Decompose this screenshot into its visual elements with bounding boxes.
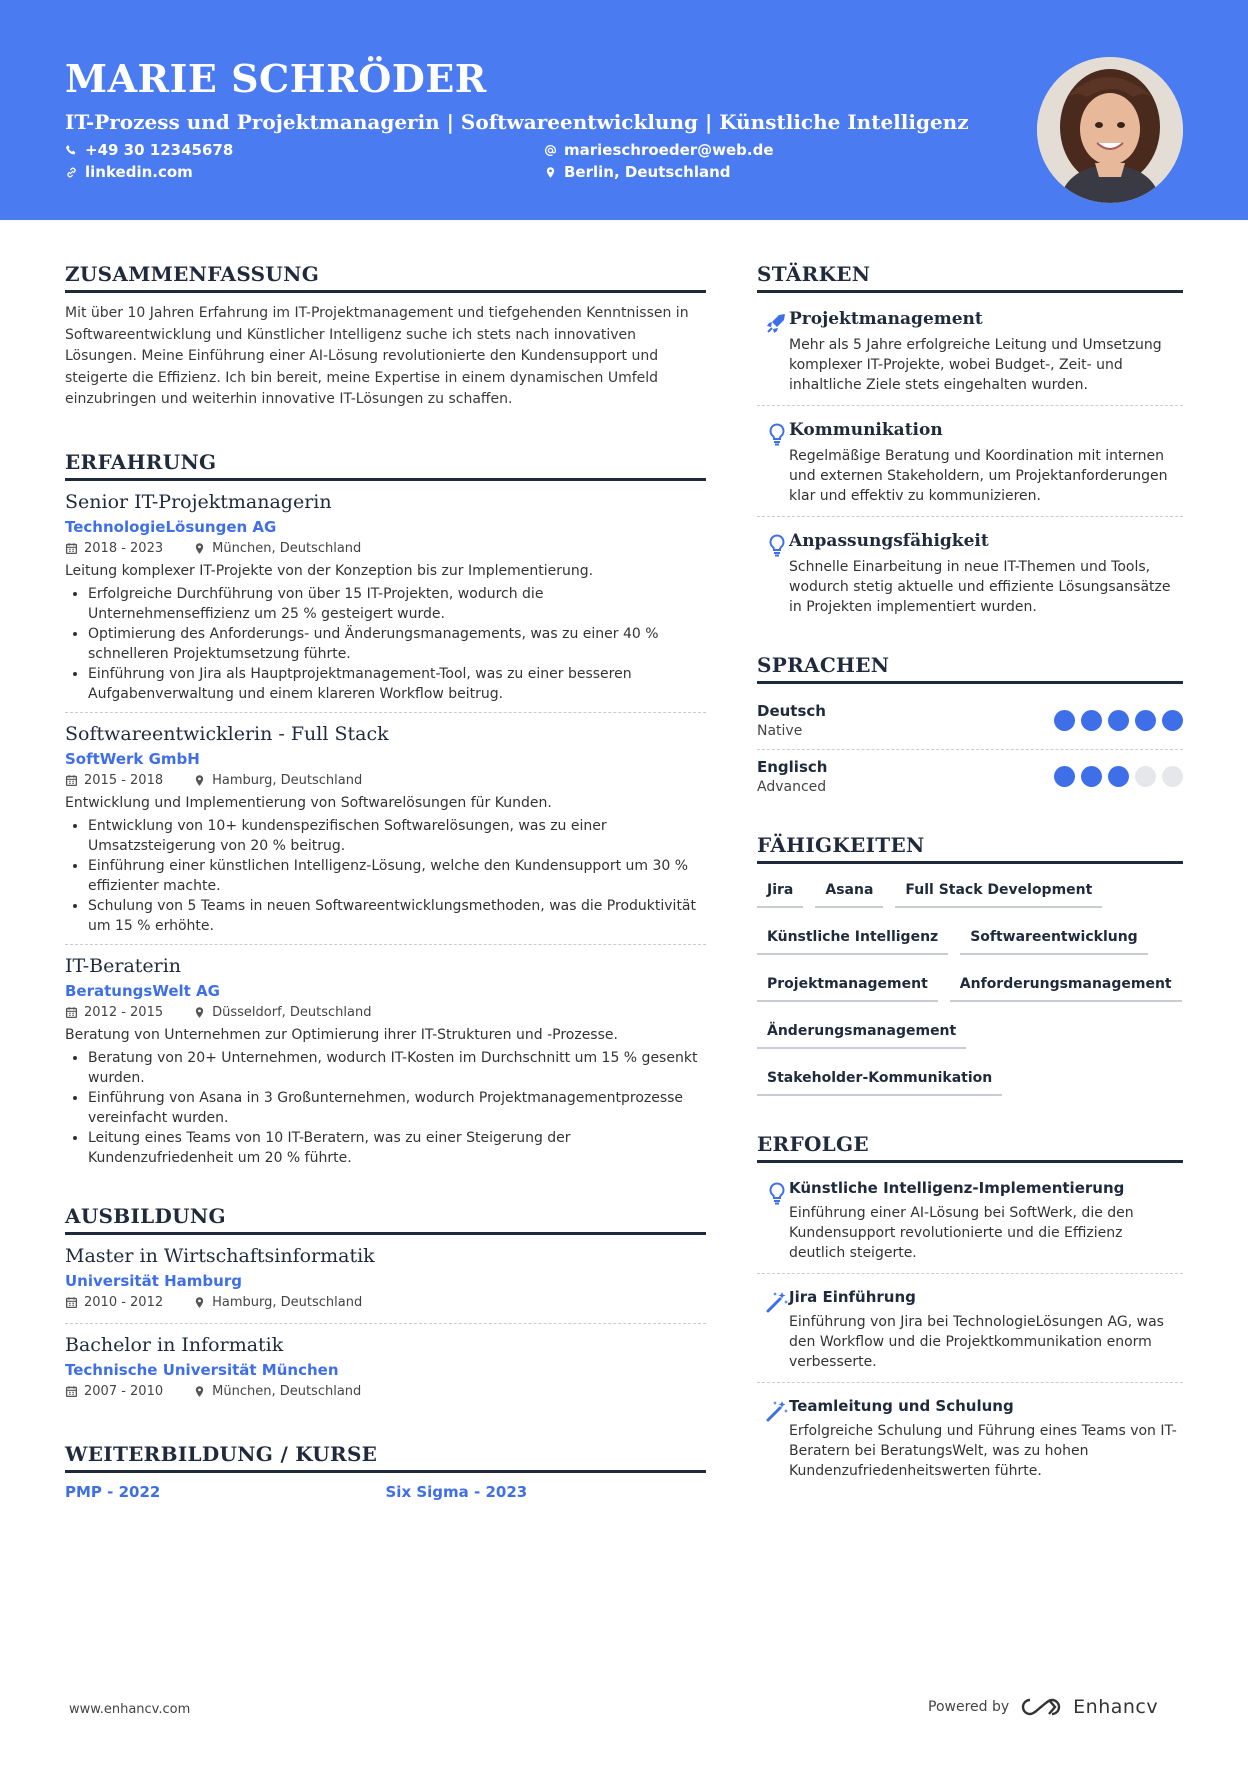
strengths-heading: STÄRKEN xyxy=(757,262,1183,293)
rating-dot xyxy=(1108,766,1129,787)
lightbulb-icon xyxy=(765,533,789,557)
phone-contact[interactable] xyxy=(65,141,233,159)
courses-heading: WEITERBILDUNG / KURSE xyxy=(65,1442,706,1473)
education-meta xyxy=(65,1384,706,1399)
experience-item xyxy=(65,491,706,713)
bullet-item: • Beratung von 20+ Unternehmen, wodurch IT-Kosten im Durchschnitt um 15 % gesenkt wurden. xyxy=(88,1048,706,1088)
rocket-icon xyxy=(765,311,789,335)
strength-description: Schnelle Einarbeitung in neue IT-Themen und Tools, wodurch stetig aktuelle und effiziente Lösungsansätze in Projekten implementiert wurden. xyxy=(789,559,1171,615)
job-dates: 2018 - 2023 xyxy=(84,540,164,556)
skill-tag: Anforderungsmanagement xyxy=(950,974,1182,1002)
strength-description: Regelmäßige Beratung und Koordination mit internen und externen Stakeholdern, um Projektanforderungen klar und effektiv zu kommunizieren. xyxy=(789,448,1168,504)
footer-branding[interactable] xyxy=(928,1696,1158,1718)
location-pin-icon xyxy=(193,1296,206,1309)
course-item[interactable]: PMP - 2022 xyxy=(65,1482,161,1501)
language-level: Advanced xyxy=(757,779,827,795)
skill-tag: Full Stack Development xyxy=(895,880,1102,908)
achievement-item xyxy=(757,1282,1183,1383)
calendar-icon xyxy=(65,1296,78,1309)
calendar-icon xyxy=(65,1385,78,1398)
education-location: München, Deutschland xyxy=(212,1383,362,1399)
job-bullets xyxy=(65,816,706,936)
rating-dot xyxy=(1135,710,1156,731)
linkedin-text: linkedin.com xyxy=(85,163,193,181)
job-bullets xyxy=(65,584,706,704)
experience-section xyxy=(65,450,706,1176)
language-rating xyxy=(1054,766,1183,787)
email-contact[interactable] xyxy=(544,141,774,159)
skills-section xyxy=(757,833,1183,1096)
education-dates: 2007 - 2010 xyxy=(84,1383,164,1399)
location-text: Berlin, Deutschland xyxy=(564,163,731,181)
strength-item xyxy=(757,414,1183,517)
bullet-item: • Schulung von 5 Teams in neuen Softwareentwicklungsmethoden, was die Produktivität um 15 % erhöhte. xyxy=(88,896,706,936)
profile-photo xyxy=(1037,57,1183,203)
education-section xyxy=(65,1204,706,1412)
language-rating xyxy=(1054,710,1183,731)
job-dates: 2015 - 2018 xyxy=(84,772,164,788)
education-location: Hamburg, Deutschland xyxy=(212,1294,363,1310)
phone-text: +49 30 12345678 xyxy=(85,141,234,159)
achievement-item xyxy=(757,1391,1183,1491)
skill-tag: Änderungsmanagement xyxy=(757,1021,966,1049)
job-title: Senior IT-Projektmanagerin xyxy=(65,490,332,513)
job-meta xyxy=(65,541,706,556)
job-description: Beratung von Unternehmen zur Optimierung ihrer IT-Strukturen und -Prozesse. xyxy=(65,1026,618,1043)
achievement-description: Einführung von Jira bei TechnologieLösungen AG, was den Workflow und die Projektkommunikation enorm verbesserte. xyxy=(789,1314,1164,1370)
experience-item xyxy=(65,723,706,945)
achievement-title: Teamleitung und Schulung xyxy=(789,1397,1014,1415)
strength-title: Anpassungsfähigkeit xyxy=(789,531,989,551)
languages-heading: SPRACHEN xyxy=(757,653,1183,684)
achievement-title: Jira Einführung xyxy=(789,1288,916,1306)
job-location: Hamburg, Deutschland xyxy=(212,772,363,788)
skill-tag: Stakeholder-Kommunikation xyxy=(757,1068,1002,1096)
achievements-heading: ERFOLGE xyxy=(757,1132,1183,1163)
skill-tag: Asana xyxy=(815,880,883,908)
education-dates: 2010 - 2012 xyxy=(84,1294,164,1310)
achievement-item xyxy=(757,1173,1183,1274)
footer-website[interactable]: www.enhancv.com xyxy=(69,1702,191,1717)
powered-by-label: Powered by xyxy=(928,1699,1010,1715)
bullet-item: • Einführung von Asana in 3 Großunternehmen, wodurch Projektmanagementprozesse vereinfacht wurden. xyxy=(88,1088,706,1128)
language-item xyxy=(757,694,1183,750)
achievements-section xyxy=(757,1132,1183,1491)
job-location: Düsseldorf, Deutschland xyxy=(212,1004,372,1020)
company-name[interactable]: BeratungsWelt AG xyxy=(65,981,220,1000)
skills-list xyxy=(757,874,1183,1096)
strength-title: Kommunikation xyxy=(789,420,943,440)
achievement-description: Einführung einer AI-Lösung bei SoftWerk, die den Kundensupport revolutionierte und die Effizienz deutlich steigerte. xyxy=(789,1205,1134,1261)
rating-dot xyxy=(1135,766,1156,787)
skill-tag: Projektmanagement xyxy=(757,974,938,1002)
company-name[interactable]: SoftWerk GmbH xyxy=(65,749,200,768)
rating-dot xyxy=(1108,710,1129,731)
left-column xyxy=(65,262,706,1501)
lightbulb-icon xyxy=(765,422,789,446)
education-item xyxy=(65,1245,706,1324)
location-pin-icon xyxy=(193,1385,206,1398)
bullet-item: • Leitung eines Teams von 10 IT-Beratern, was zu einer Steigerung der Kundenzufriedenheit um 20 % führte. xyxy=(88,1128,706,1168)
header-banner xyxy=(0,0,1248,220)
school-name[interactable]: Technische Universität München xyxy=(65,1360,339,1379)
achievement-description: Erfolgreiche Schulung und Führung eines Teams von IT-Beratern bei BeratungsWelt, was zu hohen Kundenzufriedenheitswerten führte. xyxy=(789,1423,1177,1479)
calendar-icon xyxy=(65,542,78,555)
magic-wand-icon xyxy=(765,1399,789,1423)
candidate-name: MARIE SCHRÖDER xyxy=(65,56,487,101)
skill-tag: Softwareentwicklung xyxy=(960,927,1148,955)
strengths-section xyxy=(757,262,1183,627)
strength-item xyxy=(757,303,1183,406)
magic-wand-icon xyxy=(765,1290,789,1314)
location-pin-icon xyxy=(193,1006,206,1019)
right-column xyxy=(757,262,1183,1499)
bullet-item: • Entwicklung von 10+ kundenspezifischen Softwarelösungen, was zu einer Umsatzsteigerung von 20 % beitrug. xyxy=(88,816,706,856)
summary-section xyxy=(65,262,706,411)
location-pin-icon xyxy=(544,166,557,179)
education-item xyxy=(65,1334,706,1412)
enhancv-logo-icon xyxy=(1019,1696,1063,1718)
job-description: Leitung komplexer IT-Projekte von der Konzeption bis zur Implementierung. xyxy=(65,562,594,579)
location-contact xyxy=(544,163,731,181)
job-location: München, Deutschland xyxy=(212,540,362,556)
rating-dot xyxy=(1162,710,1183,731)
language-item xyxy=(757,750,1183,805)
education-heading: AUSBILDUNG xyxy=(65,1204,706,1235)
brand-name: Enhancv xyxy=(1073,1696,1159,1718)
course-item[interactable]: Six Sigma - 2023 xyxy=(385,1482,528,1501)
calendar-icon xyxy=(65,1006,78,1019)
location-pin-icon xyxy=(193,774,206,787)
rating-dot xyxy=(1081,766,1102,787)
education-meta xyxy=(65,1295,706,1310)
bullet-item: • Einführung einer künstlichen Intelligenz-Lösung, welche den Kundensupport um 30 % effizienter machte. xyxy=(88,856,706,896)
email-text: marieschroeder@web.de xyxy=(564,141,774,159)
job-meta xyxy=(65,1005,706,1020)
summary-heading: ZUSAMMENFASSUNG xyxy=(65,262,706,293)
job-title: IT-Beraterin xyxy=(65,954,182,977)
bullet-item: • Einführung von Jira als Hauptprojektmanagement-Tool, was zu einer besseren Aufgabenverwaltung und einem klareren Workflow beitrug. xyxy=(88,664,706,704)
link-icon xyxy=(65,166,78,179)
courses-list xyxy=(65,1483,706,1501)
strength-title: Projektmanagement xyxy=(789,309,983,329)
job-meta xyxy=(65,773,706,788)
job-description: Entwicklung und Implementierung von Softwarelösungen für Kunden. xyxy=(65,794,552,811)
courses-section xyxy=(65,1442,706,1501)
location-pin-icon xyxy=(193,542,206,555)
rating-dot xyxy=(1162,766,1183,787)
company-name[interactable]: TechnologieLösungen AG xyxy=(65,517,277,536)
skills-heading: FÄHIGKEITEN xyxy=(757,833,1183,864)
language-name: Englisch xyxy=(757,758,828,776)
job-title: Softwareentwicklerin - Full Stack xyxy=(65,722,389,745)
strength-description: Mehr als 5 Jahre erfolgreiche Leitung und Umsetzung komplexer IT-Projekte, wobei Budget-, Zeit- und inhaltliche Ziele stets eingehalten wurden. xyxy=(789,337,1162,393)
bullet-item: • Erfolgreiche Durchführung von über 15 IT-Projekten, wodurch die Unternehmenseffizienz um 25 % gesteigert wurde. xyxy=(88,584,706,624)
skill-tag: Jira xyxy=(757,880,803,908)
bullet-item: • Optimierung des Anforderungs- und Änderungsmanagements, was zu einer 40 % schnelleren Projektumsetzung führte. xyxy=(88,624,706,664)
language-level: Native xyxy=(757,723,803,739)
skill-tag: Künstliche Intelligenz xyxy=(757,927,948,955)
calendar-icon xyxy=(65,774,78,787)
headline: IT-Prozess und Projektmanagerin | Softwareentwicklung | Künstliche Intelligenz xyxy=(65,110,969,134)
rating-dot xyxy=(1054,766,1075,787)
languages-section xyxy=(757,653,1183,805)
summary-text: Mit über 10 Jahren Erfahrung im IT-Projektmanagement und tiefgehenden Kenntnissen in Softwareentwicklung und Künstlicher Intelligenz suche ich stets nach innovativen Lösungen. Meine Einführung einer AI-Lösung revolutionierte den Kundensupport und steigerte die Effizienz. Ich bin bereit, meine Expertise in einem dynamischen Umfeld einzubringen und weiterhin innovative IT-Lösungen zu schaffen. xyxy=(65,305,689,407)
rating-dot xyxy=(1054,710,1075,731)
job-bullets xyxy=(65,1048,706,1168)
strength-item xyxy=(757,525,1183,627)
school-name[interactable]: Universität Hamburg xyxy=(65,1271,242,1290)
degree-title: Master in Wirtschaftsinformatik xyxy=(65,1244,375,1267)
experience-item xyxy=(65,955,706,1176)
experience-heading: ERFAHRUNG xyxy=(65,450,706,481)
at-icon xyxy=(544,144,557,157)
achievement-title: Künstliche Intelligenz-Implementierung xyxy=(789,1179,1125,1197)
language-name: Deutsch xyxy=(757,702,826,720)
degree-title: Bachelor in Informatik xyxy=(65,1333,284,1356)
job-dates: 2012 - 2015 xyxy=(84,1004,164,1020)
rating-dot xyxy=(1081,710,1102,731)
linkedin-contact[interactable] xyxy=(65,163,193,181)
phone-icon xyxy=(65,144,78,157)
lightbulb-icon xyxy=(765,1181,789,1205)
